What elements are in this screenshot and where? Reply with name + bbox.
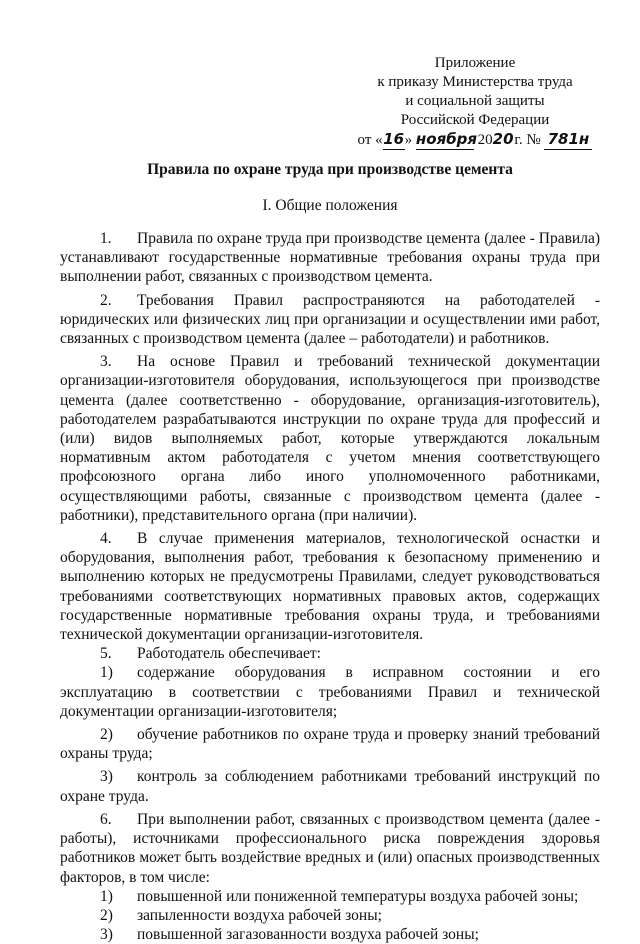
appendix-label: Приложение — [434, 55, 516, 71]
paragraph-number: 3. — [100, 353, 112, 371]
paragraph-text: В случае применения материалов, технологической оснастки и оборудования, выполнения работ, требования к безопасному применению и выполнению которых не предусмотрены Правилами, следует руководствоваться требованиями соответствующих нормативных правовых актов, содержащих государственные нормативные требования охраны труда, и требованиями технической документации организации-изготовителя. — [60, 530, 600, 644]
list-item-text: обучение работников по охране труда и проверку знаний требований охраны труда; — [60, 726, 600, 763]
paragraph — [60, 229, 600, 287]
list-item-text: запыленности воздуха рабочей зоны; — [137, 906, 382, 924]
order-prefix: от « — [357, 132, 383, 148]
list-item — [60, 767, 600, 805]
paragraph — [60, 352, 600, 525]
section-heading: I. Общие положения — [262, 197, 398, 214]
order-year-prefix: 20 — [477, 132, 493, 148]
paragraph-text: При выполнении работ, связанных с производством цемента (далее - работы), источниками профессионального риска повреждения здоровья работников может быть воздействие вредных и (или) опасных производственных факторов, в том числе: — [60, 810, 600, 886]
paragraph — [60, 810, 600, 887]
paragraph-number: 2. — [100, 291, 112, 309]
paragraph — [60, 529, 600, 644]
order-day-handwritten: 16 — [383, 130, 405, 148]
list-item-number: 3) — [100, 926, 113, 944]
paragraph — [60, 291, 600, 349]
document-body — [60, 229, 600, 944]
list-item-text: содержание оборудования в исправном состоянии и его эксплуатацию в соответствии с требованиями Правил и технической документации организации-изготовителя; — [60, 664, 600, 720]
list-item — [60, 663, 600, 721]
order-month-handwritten: ноября — [415, 130, 478, 148]
list-item-text: контроль за соблюдением работниками требований инструкций по охране труда. — [60, 768, 600, 805]
paragraph-text: Правила по охране труда при производстве цемента (далее - Правила) устанавливают государственные нормативные требования охраны труда при выполнении работ, связанных с производством цемента. — [60, 230, 600, 286]
order-number-label: г. № — [514, 132, 541, 148]
list-item-number: 2) — [100, 906, 113, 924]
list-item — [60, 725, 600, 763]
list-item-text: повышенной или пониженной температуры воздуха рабочей зоны; — [137, 887, 579, 905]
list-item — [60, 925, 600, 944]
order-reference-line-2: и социальной защиты — [405, 93, 545, 109]
paragraph-number: 1. — [100, 230, 112, 247]
paragraph-text: На основе Правил и требований технической документации организации-изготовителя оборудования, использующегося при производстве цемента (далее соответственно - оборудование, организация-изготовитель), работодателем разрабатываются инструкции по охране труда для профессий и (или) видов выполняемых работ, которые утверждаются локальным нормативным актом работодателя с учетом мнения соответствующего профсоюзного органа либо иного уполномоченного работниками, осуществляющими работы, связанные с производством цемента (далее - работники), представительного органа (при наличии). — [60, 353, 600, 524]
list-item-text: повышенной загазованности воздуха рабочей зоны; — [137, 926, 479, 944]
order-day-close: » — [404, 132, 413, 148]
order-date-number — [340, 130, 610, 150]
document-title: Правила по охране труда при производстве цемента — [147, 161, 513, 178]
paragraph-number: 5. — [100, 645, 112, 663]
list-item-number: 2) — [100, 726, 113, 744]
order-reference-line-3: Российской Федерации — [400, 112, 550, 128]
list-item-number: 1) — [100, 887, 113, 905]
paragraph-text: Работодатель обеспечивает: — [137, 645, 321, 663]
list-item-number: 1) — [100, 664, 113, 682]
list-item-number: 3) — [100, 768, 113, 786]
order-number-handwritten: 781н — [544, 130, 592, 150]
appendix-header — [340, 54, 610, 150]
order-year-handwritten: 20 — [492, 130, 514, 148]
paragraph-number: 4. — [100, 530, 112, 548]
paragraph-text: Требования Правил распространяются на работодателей - юридических или физических лиц при организации и осуществлении ими работ, связанных с производством цемента (далее – работодатели) и работников. — [60, 291, 600, 348]
order-reference-line-1: к приказу Министерства труда — [377, 74, 573, 90]
list-item — [60, 887, 600, 906]
paragraph-number: 6. — [100, 810, 112, 828]
list-item — [60, 906, 600, 925]
paragraph — [60, 644, 600, 663]
